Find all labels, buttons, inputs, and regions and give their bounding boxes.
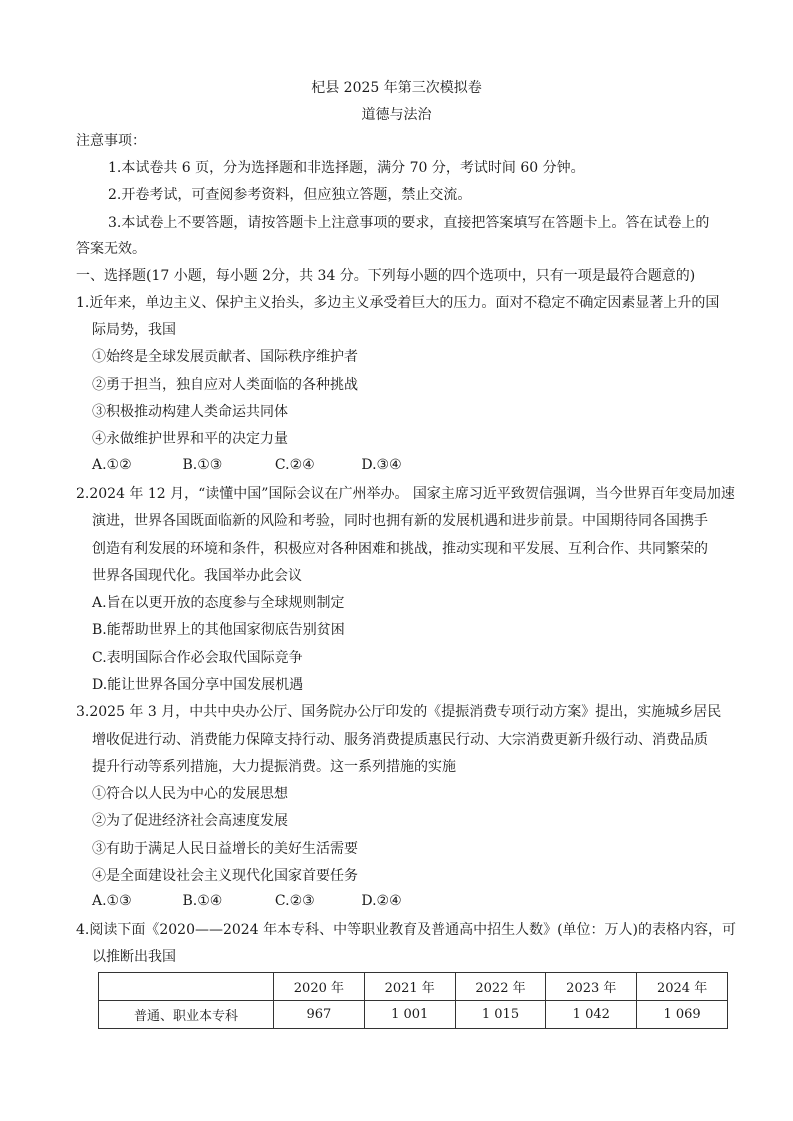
- statement: ④是全面建设社会主义现代化国家首要任务: [92, 868, 358, 884]
- year-header: 2022 年: [455, 973, 546, 1001]
- table-cell: 967: [274, 1001, 365, 1029]
- option-c: C.②④: [274, 457, 315, 473]
- notice-item: 1.本试卷共 6 页，分为选择题和非选择题，满分 70 分，考试时间 60 分钟。: [108, 160, 585, 176]
- table-cell: 1 015: [455, 1001, 546, 1029]
- statement: ②为了促进经济社会高速度发展: [92, 813, 288, 829]
- option-a: A.①③: [92, 893, 132, 909]
- option-b: B.①③: [182, 457, 223, 473]
- statement: ①始终是全球发展贡献者、国际秩序维护者: [92, 349, 358, 365]
- statement: ②勇于担当，独自应对人类面临的各种挑战: [92, 377, 358, 393]
- question-stem: 际局势，我国: [92, 322, 176, 338]
- row-label: 普通、职业本专科: [99, 1001, 274, 1029]
- section-heading: 一、选择题(17 小题，每小题 2分，共 34 分。下列每小题的四个选项中，只有一项是最符合题意的): [76, 268, 696, 284]
- option-a: A.旨在以更开放的态度参与全球规则制定: [92, 595, 345, 611]
- table-header-row: [99, 973, 728, 1001]
- options-row: [92, 893, 402, 909]
- question-stem: 演进，世界各国既面临新的风险和考验，同时也拥有新的发展机遇和进步前景。中国期待同各国携手: [92, 513, 708, 529]
- subject-title: 道德与法治: [361, 107, 432, 123]
- notice-item: 2.开卷考试，可查阅参考资料，但应独立答题，禁止交流。: [108, 187, 472, 203]
- option-c: C.②③: [274, 893, 315, 909]
- table-cell: 1 001: [364, 1001, 455, 1029]
- statement: ③有助于满足人民日益增长的美好生活需要: [92, 841, 358, 857]
- question-stem: 创造有利发展的环境和条件，积极应对各种困难和挑战，推动实现和平发展、互利合作、共同繁荣的: [92, 541, 708, 557]
- table-row: [99, 1001, 728, 1029]
- year-header: 2020 年: [274, 973, 365, 1001]
- table-corner-cell: [99, 973, 274, 1001]
- option-d: D.能让世界各国分享中国发展机遇: [92, 677, 304, 693]
- question-stem: 世界各国现代化。我国举办此会议: [92, 568, 302, 584]
- notice-heading: 注意事项：: [76, 133, 146, 149]
- question-stem: 2.2024 年 12 月，“读懂中国”国际会议在广州举办。 国家主席习近平致贺信强调，当今世界百年变局加速: [76, 486, 735, 502]
- statement: ①符合以人民为中心的发展思想: [92, 786, 288, 802]
- question-stem: 3.2025 年 3 月，中共中央办公厅、国务院办公厅印发的《提振消费专项行动方案》提出，实施城乡居民: [76, 704, 722, 720]
- question-stem: 1.近年来，单边主义、保护主义抬头，多边主义承受着巨大的压力。面对不稳定不确定因素显著上升的国: [76, 295, 720, 311]
- option-b: B.①④: [182, 893, 223, 909]
- question-stem: 4.阅读下面《2020——2024 年本专科、中等职业教育及普通高中招生人数》(单位：万人)的表格内容，可: [76, 922, 736, 938]
- year-header: 2021 年: [364, 973, 455, 1001]
- options-row: [92, 457, 402, 473]
- year-header: 2024 年: [637, 973, 728, 1001]
- notice-item: 3.本试卷上不要答题，请按答题卡上注意事项的要求，直接把答案填写在答题卡上。答在试卷上的: [108, 215, 710, 231]
- option-a: A.①②: [92, 457, 132, 473]
- option-d: D.③④: [361, 457, 402, 473]
- question-stem: 增收促进行动、消费能力保障支持行动、服务消费提质惠民行动、大宗消费更新升级行动、消费品质: [92, 732, 708, 748]
- enrollment-table: [98, 972, 728, 1029]
- option-d: D.②④: [361, 893, 402, 909]
- exam-title: 杞县 2025 年第三次模拟卷: [311, 80, 482, 96]
- table-cell: 1 069: [637, 1001, 728, 1029]
- table-cell: 1 042: [546, 1001, 637, 1029]
- option-c: C.表明国际合作必会取代国际竞争: [92, 650, 303, 666]
- statement: ④永做维护世界和平的决定力量: [92, 431, 288, 447]
- year-header: 2023 年: [546, 973, 637, 1001]
- option-b: B.能帮助世界上的其他国家彻底告别贫困: [92, 622, 345, 638]
- question-stem: 以推断出我国: [92, 949, 176, 965]
- notice-item: 答案无效。: [76, 241, 146, 257]
- question-stem: 提升行动等系列措施，大力提振消费。这一系列措施的实施: [92, 759, 456, 775]
- statement: ③积极推动构建人类命运共同体: [92, 404, 288, 420]
